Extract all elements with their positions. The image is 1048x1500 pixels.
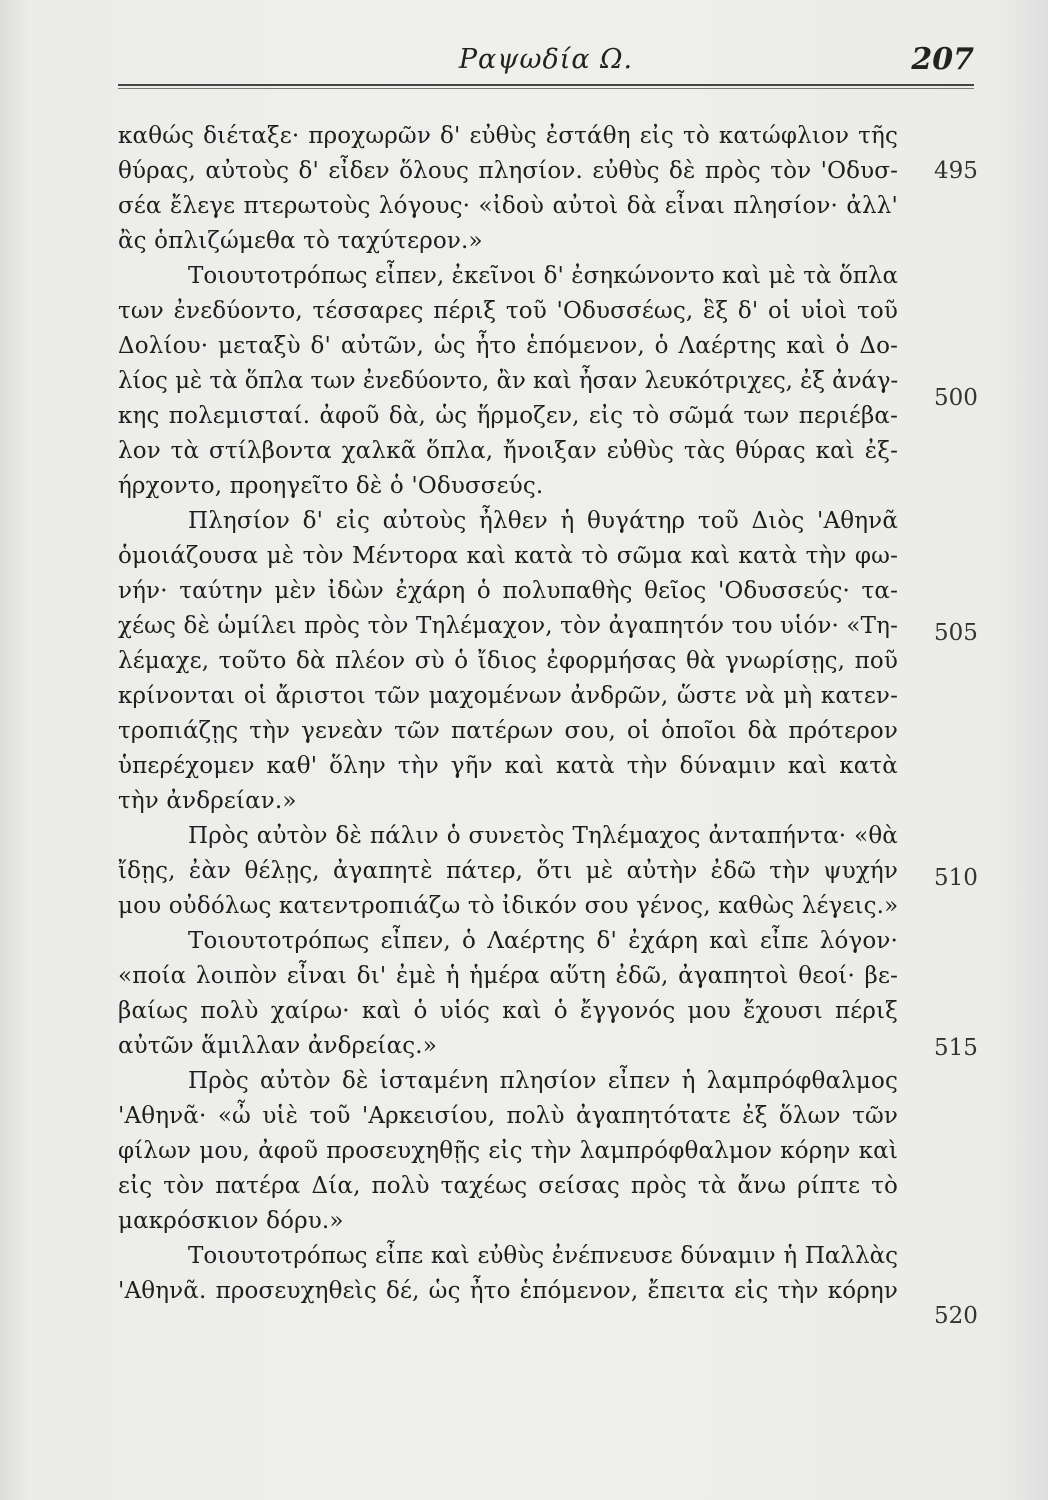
text-line: εἰς τὸν πατέρα Δία, πολὺ ταχέως σείσας πρὸς τὰ ἄνω ρίπτε τὸ: [118, 1173, 898, 1199]
text-line: θύρας, αὐτοὺς δ' εἶδεν ὅλους πλησίον. εὐθὺς δὲ πρὸς τὸν 'Οδυσ-: [118, 158, 898, 184]
text-line: βαίως πολὺ χαίρω· καὶ ὁ υἱός καὶ ὁ ἔγγονός μου ἔχουσι πέριξ: [118, 998, 898, 1024]
text-line: των ἐνεδύοντο, τέσσαρες πέριξ τοῦ 'Οδυσσέως, ἓξ δ' οἱ υἱοὶ τοῦ: [118, 298, 898, 324]
text-line: Πρὸς αὐτὸν δὲ ἱσταμένη πλησίον εἶπεν ἡ λαμπρόφθαλμος: [188, 1068, 898, 1094]
text-line: ὑπερέχομεν καθ' ὅλην τὴν γῆν καὶ κατὰ τὴν δύναμιν καὶ κατὰ: [118, 753, 898, 779]
running-title: Ραψωδία Ω.: [458, 44, 634, 75]
line-number-515: 515: [934, 1035, 978, 1061]
text-line: κρίνονται οἱ ἄριστοι τῶν μαχομένων ἀνδρῶν, ὥστε νὰ μὴ κατεν-: [118, 683, 898, 709]
text-line: νήν· ταύτην μὲν ἰδὼν ἐχάρη ὁ πολυπαθὴς θεῖος 'Οδυσσεύς· τα-: [118, 578, 898, 604]
text-line: ὁμοιάζουσα μὲ τὸν Μέντορα καὶ κατὰ τὸ σῶμα καὶ κατὰ τὴν φω-: [118, 543, 898, 569]
text-line: τροπιάζῃς τὴν γενεὰν τῶν πατέρων σου, οἱ ὁποῖοι δὰ πρότερον: [118, 718, 898, 744]
text-line: ήρχοντο, προηγεῖτο δὲ ὁ 'Οδυσσεύς.: [118, 473, 544, 499]
text-line: ἴδῃς, ἐὰν θέλῃς, ἀγαπητὲ πάτερ, ὅτι μὲ αὐτὴν ἐδῶ τὴν ψυχήν: [118, 858, 898, 884]
text-line: 'Αθηνᾶ· «ὦ υἱὲ τοῦ 'Αρκεισίου, πολὺ ἀγαπητότατε ἐξ ὅλων τῶν: [118, 1103, 898, 1129]
text-line: λέμαχε, τοῦτο δὰ πλέον σὺ ὁ ἴδιος ἐφορμήσας θὰ γνωρίσῃς, ποῦ: [118, 648, 898, 674]
text-line: «ποία λοιπὸν εἶναι δι' ἐμὲ ἡ ἡμέρα αὕτη ἐδῶ, ἀγαπητοὶ θεοί· βε-: [118, 963, 898, 989]
text-line: Τοιουτοτρόπως εἶπεν, ἐκεῖνοι δ' ἐσηκώνοντο καὶ μὲ τὰ ὅπλα: [188, 263, 898, 289]
text-line: Δολίου· μεταξὺ δ' αὐτῶν, ὡς ἦτο ἑπόμενον, ὁ Λαέρτης καὶ ὁ Δο-: [118, 333, 898, 359]
text-line: χέως δὲ ὡμίλει πρὸς τὸν Τηλέμαχον, τὸν ἀγαπητόν του υἱόν· «Τη-: [118, 613, 898, 639]
text-line: ἂς ὁπλιζώμεθα τὸ ταχύτερον.»: [118, 228, 483, 254]
text-line: λίος μὲ τὰ ὅπλα των ἐνεδύοντο, ἂν καὶ ἦσαν λευκότριχες, ἐξ ἀνάγ-: [118, 368, 898, 394]
text-line: λον τὰ στίλβοντα χαλκᾶ ὅπλα, ἤνοιξαν εὐθὺς τὰς θύρας καὶ ἐξ-: [118, 438, 898, 464]
text-line: 'Αθηνᾶ. προσευχηθεὶς δέ, ὡς ἦτο ἑπόμενον, ἔπειτα εἰς τὴν κόρην: [118, 1278, 898, 1304]
text-line: αὐτῶν ἅμιλλαν ἀνδρείας.»: [118, 1033, 437, 1059]
page-number: 207: [911, 42, 974, 77]
line-number-505: 505: [934, 620, 978, 646]
line-number-500: 500: [934, 385, 978, 411]
text-line: κης πολεμισταί. ἀφοῦ δὰ, ὡς ἥρμοζεν, εἰς τὸ σῶμά των περιέβα-: [118, 403, 898, 429]
text-line: Τοιουτοτρόπως εἶπεν, ὁ Λαέρτης δ' ἐχάρη καὶ εἶπε λόγον·: [188, 928, 898, 954]
text-line: τὴν ἀνδρείαν.»: [118, 788, 297, 814]
text-line: Πρὸς αὐτὸν δὲ πάλιν ὁ συνετὸς Τηλέμαχος ἀνταπήντα· «θὰ: [188, 823, 898, 849]
line-number-510: 510: [934, 865, 978, 891]
text-line: φίλων μου, ἀφοῦ προσευχηθῇς εἰς τὴν λαμπρόφθαλμον κόρην καὶ: [118, 1138, 898, 1164]
text-line: σέα ἔλεγε πτερωτοὺς λόγους· «ἰδοὺ αὐτοὶ δὰ εἶναι πλησίον· ἀλλ': [118, 193, 898, 219]
line-number-520: 520: [934, 1303, 978, 1329]
line-number-495: 495: [934, 158, 978, 184]
page-header: [118, 40, 974, 80]
text-line: μακρόσκιον δόρυ.»: [118, 1208, 344, 1234]
header-rule: [118, 84, 974, 89]
text-line: Πλησίον δ' εἰς αὐτοὺς ἦλθεν ἡ θυγάτηρ τοῦ Διὸς 'Αθηνᾶ: [188, 508, 898, 534]
text-line: μου οὐδόλως κατεντροπιάζω τὸ ἰδικόν σου γένος, καθὼς λέγεις.»: [118, 893, 899, 919]
text-line: Τοιουτοτρόπως εἶπε καὶ εὐθὺς ἐνέπνευσε δύναμιν ἡ Παλλὰς: [188, 1243, 898, 1269]
text-line: καθώς διέταξε· προχωρῶν δ' εὐθὺς ἐστάθη εἰς τὸ κατώφλιον τῆς: [118, 123, 898, 149]
